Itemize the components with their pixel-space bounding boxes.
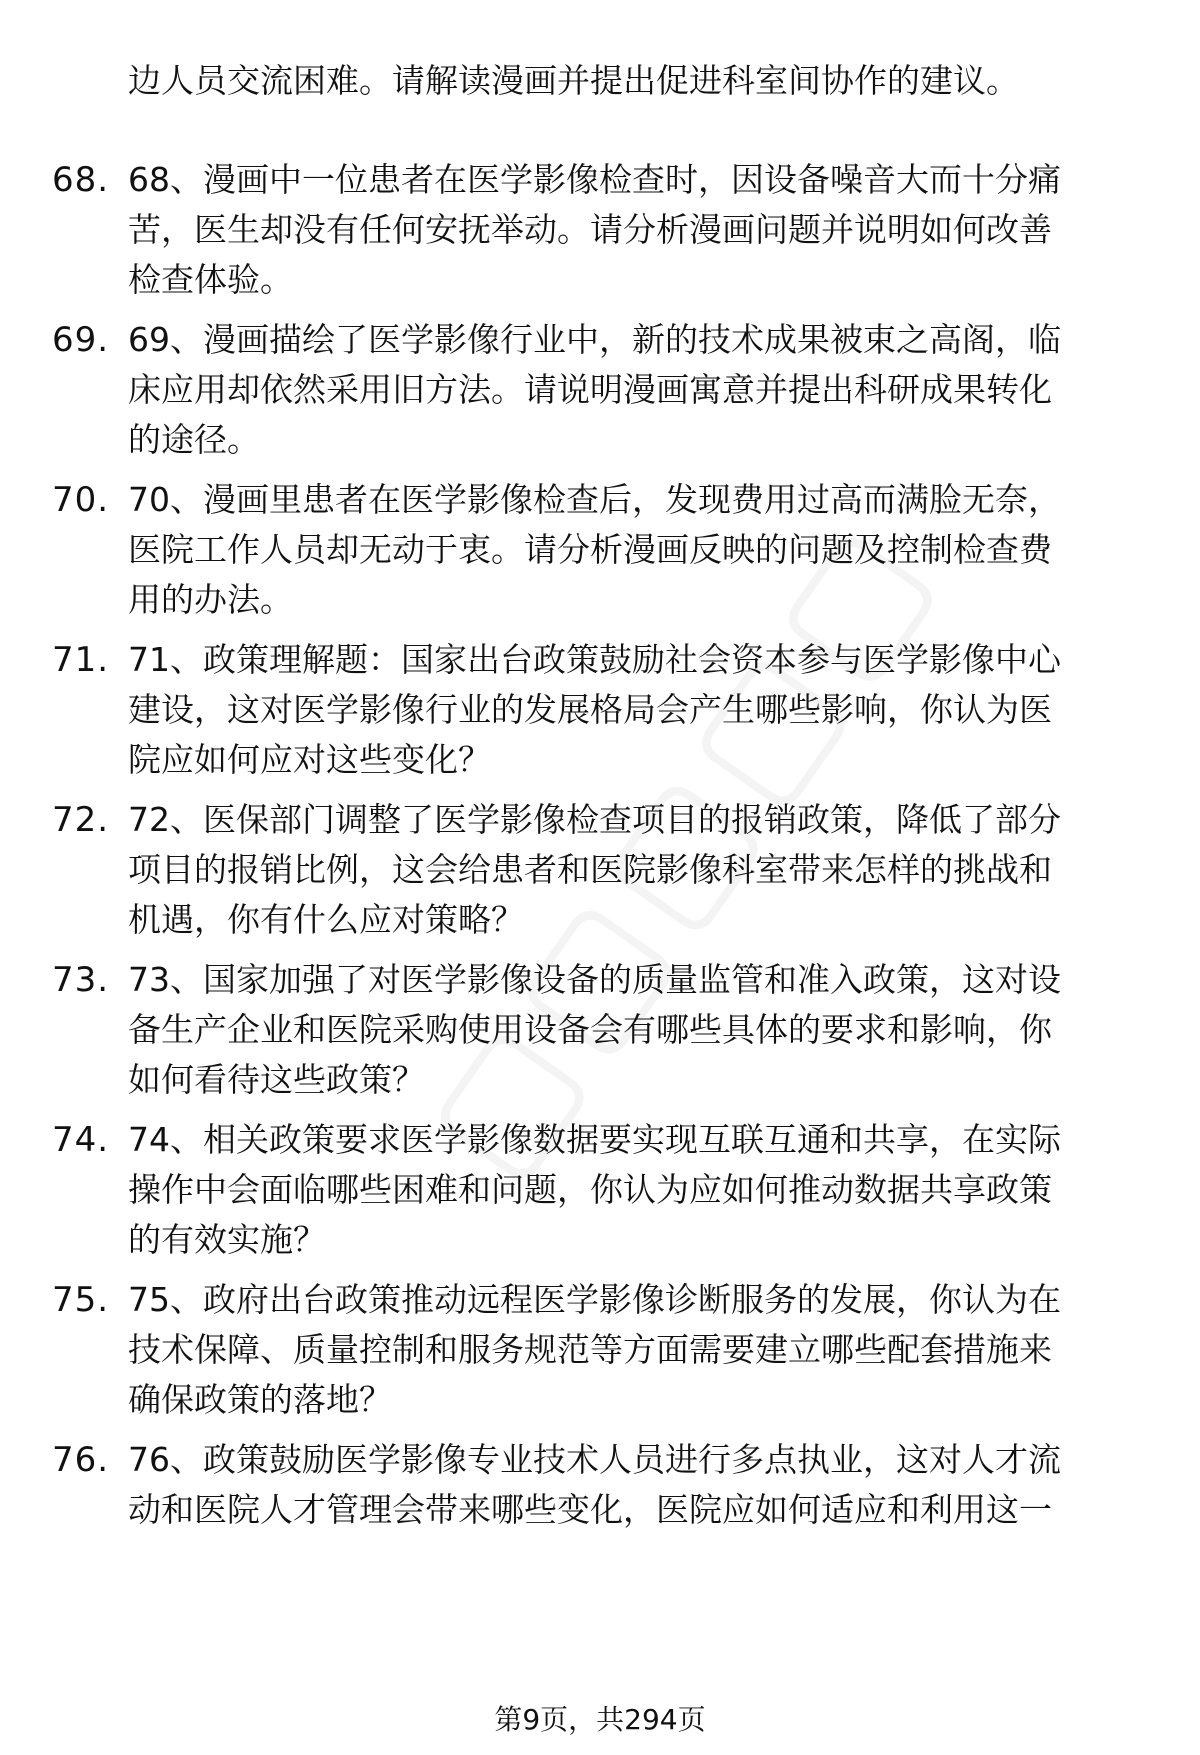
question-number: 73. <box>52 960 110 1000</box>
question-text-line: 用的办法。 <box>128 580 293 619</box>
question-text-line: 备生产企业和医院采购使用设备会有哪些具体的要求和影响，你 <box>128 1010 1052 1049</box>
question-number: 75. <box>52 1280 110 1320</box>
question-text-line: 项目的报销比例，这会给患者和医院影像科室带来怎样的挑战和 <box>128 850 1052 889</box>
question-number: 76. <box>52 1440 110 1480</box>
question-text <box>128 635 1148 785</box>
question-text-line: 68、漫画中一位患者在医学影像检查时，因设备噪音大而十分痛 <box>128 160 1061 199</box>
question-text-line: 73、国家加强了对医学影像设备的质量监管和准入政策，这对设 <box>128 960 1061 999</box>
question-text-line: 检查体验。 <box>128 260 293 299</box>
question-text-line: 69、漫画描绘了医学影像行业中，新的技术成果被束之高阁，临 <box>128 320 1061 359</box>
question-text <box>128 1115 1148 1265</box>
question-number: 69. <box>52 320 110 360</box>
question-text-line: 动和医院人才管理会带来哪些变化，医院应如何适应和利用这一 <box>128 1490 1052 1529</box>
continued-question-text: 边人员交流困难。请解读漫画并提出促进科室间协作的建议。 <box>128 61 1019 100</box>
question-text-line: 苦，医生却没有任何安抚举动。请分析漫画问题并说明如何改善 <box>128 210 1052 249</box>
question-text-line: 76、政策鼓励医学影像专业技术人员进行多点执业，这对人才流 <box>128 1440 1061 1479</box>
question-number: 72. <box>52 800 110 840</box>
page-footer: 第9页，共294页 <box>494 1703 706 1736</box>
question-text <box>128 955 1148 1105</box>
question-text <box>128 475 1148 625</box>
question-text-line: 建设，这对医学影像行业的发展格局会产生哪些影响，你认为医 <box>128 690 1052 729</box>
question-text-line: 机遇，你有什么应对策略？ <box>128 900 524 939</box>
question-text-line: 床应用却依然采用旧方法。请说明漫画寓意并提出科研成果转化 <box>128 370 1052 409</box>
question-number: 71. <box>52 640 110 680</box>
question-text <box>128 155 1148 305</box>
question-text-line: 72、医保部门调整了医学影像检查项目的报销政策，降低了部分 <box>128 800 1061 839</box>
question-text-line: 如何看待这些政策？ <box>128 1060 425 1099</box>
question-text-line: 确保政策的落地？ <box>128 1380 392 1419</box>
question-text-line: 医院工作人员却无动于衷。请分析漫画反映的问题及控制检查费 <box>128 530 1052 569</box>
question-text-line: 操作中会面临哪些困难和问题，你认为应如何推动数据共享政策 <box>128 1170 1052 1209</box>
question-text-line: 74、相关政策要求医学影像数据要实现互联互通和共享，在实际 <box>128 1120 1061 1159</box>
question-number: 68. <box>52 160 110 200</box>
question-text-line: 的有效实施？ <box>128 1220 326 1259</box>
question-text <box>128 1275 1148 1425</box>
question-text-line: 技术保障、质量控制和服务规范等方面需要建立哪些配套措施来 <box>128 1330 1052 1369</box>
question-text-line: 院应如何应对这些变化？ <box>128 740 491 779</box>
question-text-line: 的途径。 <box>128 420 260 459</box>
question-number: 70. <box>52 480 110 520</box>
question-text <box>128 315 1148 465</box>
question-text-line: 71、政策理解题：国家出台政策鼓励社会资本参与医学影像中心 <box>128 640 1061 679</box>
question-number: 74. <box>52 1120 110 1160</box>
question-text <box>128 795 1148 945</box>
question-text <box>128 1435 1148 1535</box>
question-text-line: 75、政府出台政策推动远程医学影像诊断服务的发展，你认为在 <box>128 1280 1061 1319</box>
question-text-line: 70、漫画里患者在医学影像检查后，发现费用过高而满脸无奈， <box>128 480 1061 519</box>
